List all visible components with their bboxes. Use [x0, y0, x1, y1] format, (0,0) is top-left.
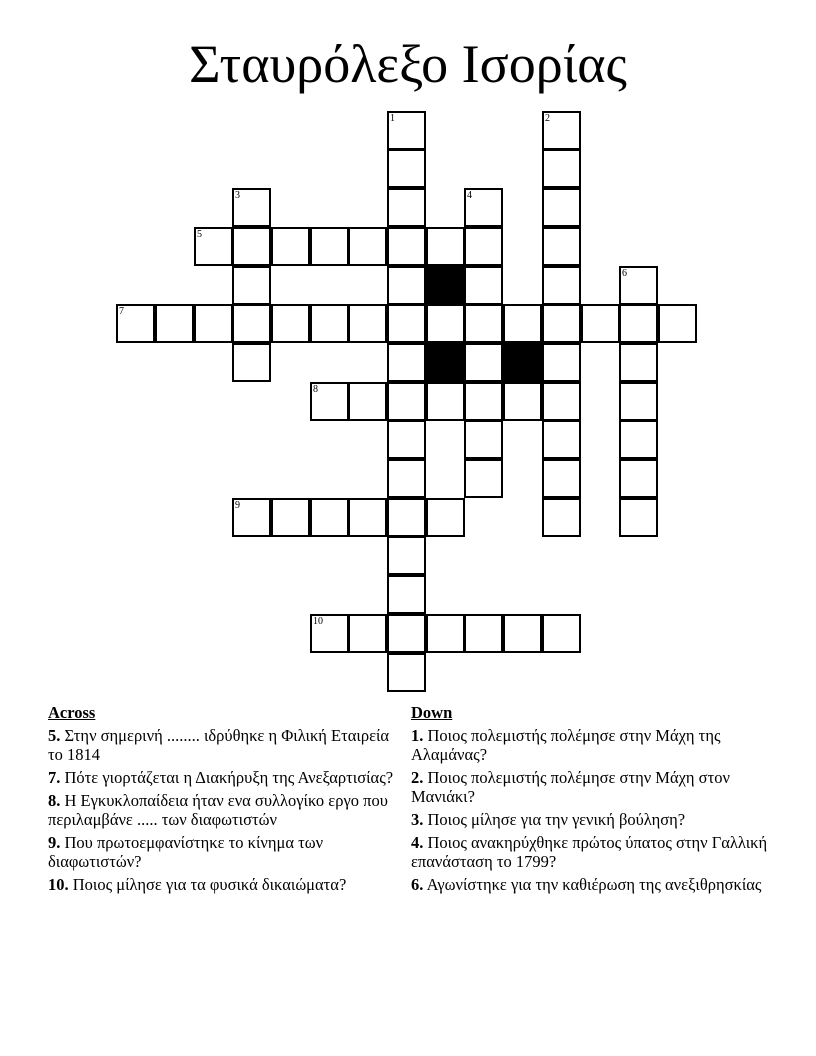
grid-cell[interactable]: [542, 343, 581, 382]
grid-cell[interactable]: [387, 304, 426, 343]
cell-number: 5: [197, 229, 202, 240]
grid-cell[interactable]: [387, 614, 426, 653]
grid-cell[interactable]: [426, 382, 465, 421]
grid-cell[interactable]: [387, 459, 426, 498]
clue-down-4: [411, 833, 771, 871]
grid-cell[interactable]: [232, 188, 271, 227]
grid-cell[interactable]: [387, 188, 426, 227]
clue-text: Πότε γιορτάζεται η Διακήρυξη της Ανεξαρτισίας?: [64, 768, 394, 787]
grid-cell[interactable]: [310, 304, 349, 343]
grid-cell[interactable]: [464, 188, 503, 227]
grid-cell[interactable]: [232, 304, 271, 343]
clue-number: 10.: [48, 875, 69, 894]
grid-cell[interactable]: [387, 382, 426, 421]
cell-number: 9: [235, 500, 240, 511]
grid-cell[interactable]: [271, 498, 310, 537]
grid-cell[interactable]: [464, 614, 503, 653]
cell-number: 4: [467, 190, 472, 201]
clue-down-1: [411, 726, 771, 764]
grid-cell[interactable]: [464, 304, 503, 343]
clue-across-7: [48, 768, 403, 787]
grid-cell[interactable]: [387, 227, 426, 266]
cell-number: 8: [313, 384, 318, 395]
clue-down-6: [411, 875, 771, 894]
grid-cell[interactable]: [116, 304, 155, 343]
grid-cell[interactable]: [387, 653, 426, 692]
grid-cell[interactable]: [542, 304, 581, 343]
clue-number: 9.: [48, 833, 61, 852]
down-clues: [411, 703, 771, 898]
grid-cell[interactable]: [310, 614, 349, 653]
clue-number: 1.: [411, 726, 424, 745]
clue-down-3: [411, 810, 771, 829]
grid-cell[interactable]: [619, 266, 658, 305]
clue-text: Στην σημερινή ........ ιδρύθηκε η Φιλική Εταιρεία το 1814: [48, 726, 390, 764]
grid-cell[interactable]: [619, 304, 658, 343]
grid-cell[interactable]: [387, 575, 426, 614]
grid-cell[interactable]: [542, 227, 581, 266]
grid-cell[interactable]: [542, 149, 581, 188]
grid-cell[interactable]: [503, 382, 542, 421]
grid-cell[interactable]: [155, 304, 194, 343]
across-heading: Across: [48, 703, 96, 722]
grid-cell[interactable]: [542, 459, 581, 498]
grid-cell[interactable]: [387, 498, 426, 537]
black-square: [426, 266, 465, 305]
grid-cell[interactable]: [232, 266, 271, 305]
grid-cell[interactable]: [271, 227, 310, 266]
cell-number: 6: [622, 268, 627, 279]
clue-across-8: [48, 791, 403, 829]
page-title: Σταυρόλεξο Ισορίας: [189, 34, 627, 94]
grid-cell[interactable]: [542, 188, 581, 227]
grid-cell[interactable]: [271, 304, 310, 343]
grid-cell[interactable]: [232, 227, 271, 266]
clue-text: Αγωνίστηκε για την καθιέρωση της ανεξιθρησκίας: [426, 875, 762, 894]
grid-cell[interactable]: [619, 343, 658, 382]
clue-across-10: [48, 875, 403, 894]
grid-cell[interactable]: [426, 304, 465, 343]
clue-text: Η Εγκυκλοπαίδεια ήταν ενα συλλογίκο εργο που περιλαμβάνε ..... των διαφωτιστών: [48, 791, 388, 829]
across-clues: [48, 703, 403, 898]
black-square: [503, 343, 542, 382]
grid-cell[interactable]: [348, 227, 387, 266]
grid-cell[interactable]: [310, 498, 349, 537]
grid-cell[interactable]: [310, 227, 349, 266]
grid-cell[interactable]: [387, 420, 426, 459]
grid-cell[interactable]: [542, 382, 581, 421]
down-heading: Down: [411, 703, 453, 722]
clue-across-5: [48, 726, 403, 764]
grid-cell[interactable]: [464, 266, 503, 305]
grid-cell[interactable]: [542, 266, 581, 305]
grid-cell[interactable]: [464, 459, 503, 498]
grid-cell[interactable]: [348, 304, 387, 343]
cell-number: 3: [235, 190, 240, 201]
clue-text: Ποιος μίλησε για την γενική βούληση?: [427, 810, 686, 829]
grid-cell[interactable]: [464, 343, 503, 382]
grid-cell[interactable]: [348, 614, 387, 653]
grid-cell[interactable]: [464, 382, 503, 421]
clue-text: Που πρωτοεμφανίστηκε το κίνημα των διαφωτιστών?: [48, 833, 324, 871]
grid-cell[interactable]: [232, 343, 271, 382]
grid-cell[interactable]: [542, 498, 581, 537]
grid-cell[interactable]: [232, 498, 271, 537]
clue-number: 8.: [48, 791, 61, 810]
clue-number: 6.: [411, 875, 424, 894]
black-square: [426, 343, 465, 382]
grid-cell[interactable]: [464, 420, 503, 459]
clue-down-2: [411, 768, 771, 806]
cell-number: 7: [119, 306, 124, 317]
grid-cell[interactable]: [542, 420, 581, 459]
grid-cell[interactable]: [348, 382, 387, 421]
grid-cell[interactable]: [658, 304, 697, 343]
grid-cell[interactable]: [464, 227, 503, 266]
cell-number: 10: [313, 616, 323, 627]
clue-number: 7.: [48, 768, 61, 787]
clue-across-9: [48, 833, 403, 871]
clue-text: Ποιος πολεμιστής πολέμησε στην Μάχη της Αλαμάνας?: [411, 726, 721, 764]
cell-number: 1: [390, 113, 395, 124]
grid-cell[interactable]: [426, 227, 465, 266]
cell-number: 2: [545, 113, 550, 124]
grid-cell[interactable]: [619, 498, 658, 537]
grid-cell[interactable]: [348, 498, 387, 537]
grid-cell[interactable]: [581, 304, 620, 343]
grid-cell[interactable]: [542, 614, 581, 653]
grid-cell[interactable]: [387, 536, 426, 575]
grid-cell[interactable]: [503, 304, 542, 343]
grid-cell[interactable]: [387, 111, 426, 150]
clue-number: 2.: [411, 768, 424, 787]
grid-cell[interactable]: [619, 382, 658, 421]
grid-cell[interactable]: [387, 343, 426, 382]
clue-number: 5.: [48, 726, 61, 745]
clue-number: 3.: [411, 810, 424, 829]
clue-text: Ποιος μίλησε για τα φυσικά δικαιώματα?: [72, 875, 347, 894]
grid-cell[interactable]: [619, 459, 658, 498]
clue-text: Ποιος πολεμιστής πολέμησε στην Μάχη στον Μανιάκι?: [411, 768, 730, 806]
grid-cell[interactable]: [310, 382, 349, 421]
grid-cell[interactable]: [194, 304, 233, 343]
clue-text: Ποιος ανακηρύχθηκε πρώτος ύπατος στην Γαλλική επανάσταση το 1799?: [411, 833, 768, 871]
clue-number: 4.: [411, 833, 424, 852]
grid-cell[interactable]: [387, 149, 426, 188]
grid-cell[interactable]: [619, 420, 658, 459]
grid-cell[interactable]: [503, 614, 542, 653]
grid-cell[interactable]: [426, 498, 465, 537]
grid-cell[interactable]: [426, 614, 465, 653]
grid-cell[interactable]: [194, 227, 233, 266]
grid-cell[interactable]: [542, 111, 581, 150]
grid-cell[interactable]: [387, 266, 426, 305]
